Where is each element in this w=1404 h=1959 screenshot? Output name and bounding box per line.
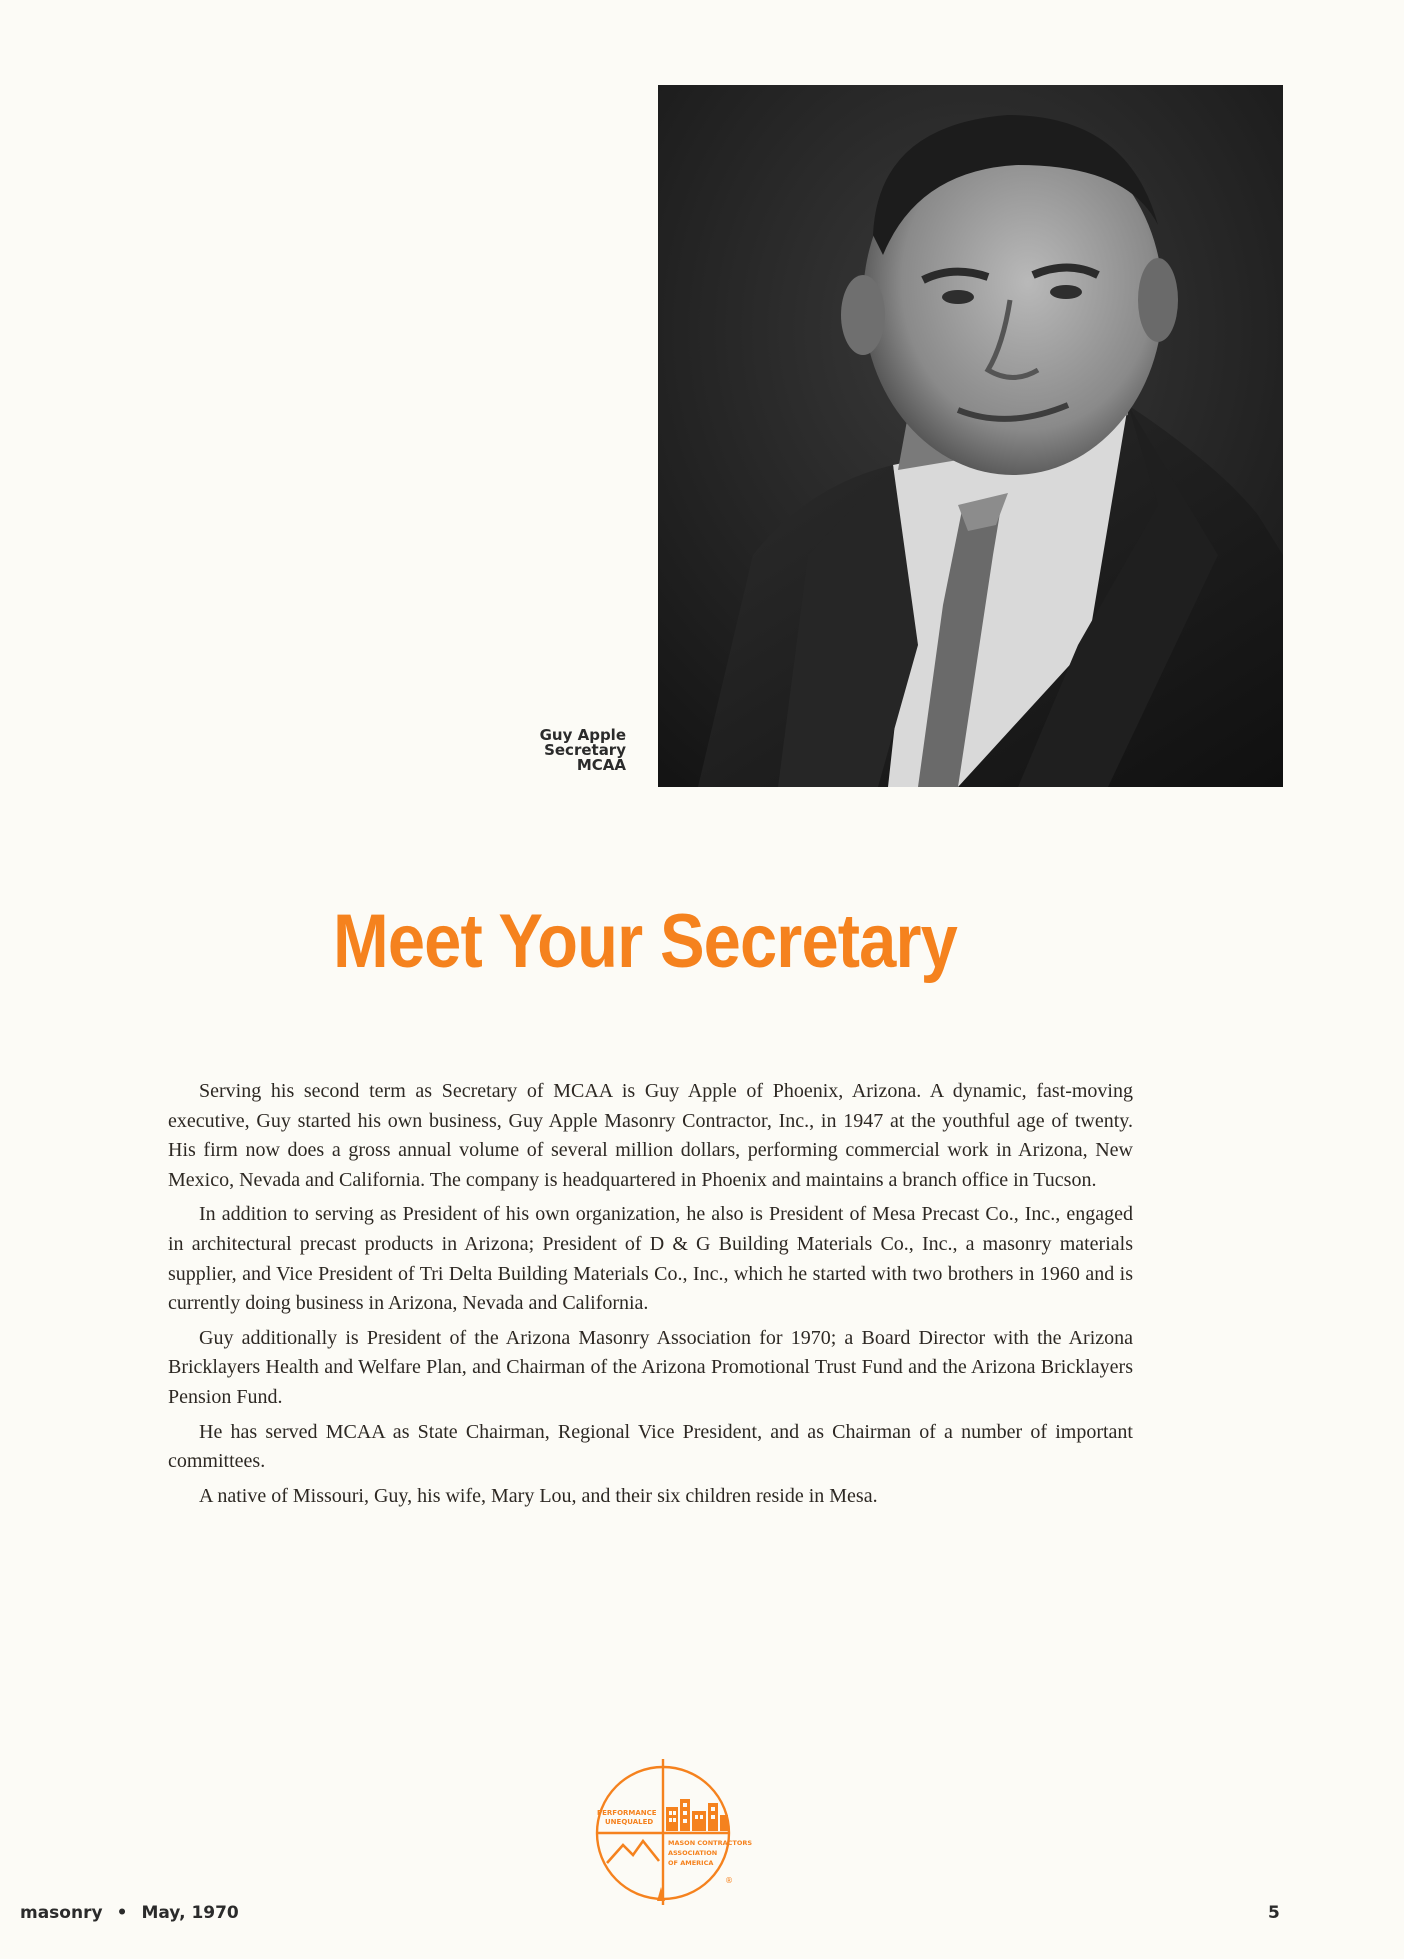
mcaa-logo [573,1755,768,1907]
logo-text-right-1: MASON CONTRACTORS [668,1839,753,1847]
registered-mark: ® [725,1876,733,1885]
paragraph: A native of Missouri, Guy, his wife, Mary Lou, and their six children reside in Mesa. [199,1484,878,1507]
logo-text-right-2: ASSOCIATION [668,1849,718,1857]
logo-text-left-1: PERFORMANCE [597,1809,657,1817]
logo-text-left-2: UNEQUALED [605,1818,654,1826]
portrait-photo [658,85,1283,787]
logo-text-right-3: OF AMERICA [668,1859,714,1867]
caption-org: MCAA [576,756,626,774]
caption-name: Guy Apple [539,726,626,744]
paragraph: Guy additionally is President of the Arizona Masonry Association for 1970; a Board Director with the Arizona Bricklayers Health and Welfare Plan, and Chairman of the Arizona Promotional Trust Fund and the Arizona Bricklayers Pension Fund. [168,1326,1133,1408]
publication-name: masonry [20,1903,103,1923]
page-number: 5 [1268,1903,1280,1923]
photo-caption [500,728,626,773]
page-title: Meet Your Secretary [333,899,957,984]
bullet-separator: • [116,1903,128,1923]
issue-date: May, 1970 [141,1903,239,1923]
caption-role: Secretary [544,741,626,759]
article-body [168,1077,1133,1516]
footer-publication-line [20,1903,239,1923]
paragraph: In addition to serving as President of his own organization, he also is President of Mesa Precast Co., Inc., engaged in architectural precast products in Arizona; President of D & G Building Materials Co., Inc., a masonry materials supplier, and Vice President of Tri Delta Building Materials Co., Inc., which he started with two brothers in 1960 and is currently doing business in Arizona, Nevada and California. [168,1203,1133,1315]
paragraph: He has served MCAA as State Chairman, Regional Vice President, and as Chairman of a number of important committees. [168,1420,1133,1473]
portrait-illustration [658,85,1283,787]
paragraph: Serving his second term as Secretary of MCAA is Guy Apple of Phoenix, Arizona. A dynamic, fast-moving executive, Guy started his own business, Guy Apple Masonry Contractor, Inc., in 1947 at the youthful age of twenty. His firm now does a gross annual volume of several million dollars, performing commercial work in Arizona, New Mexico, Nevada and California. The company is headquartered in Phoenix and maintains a branch office in Tucson. [168,1080,1133,1191]
